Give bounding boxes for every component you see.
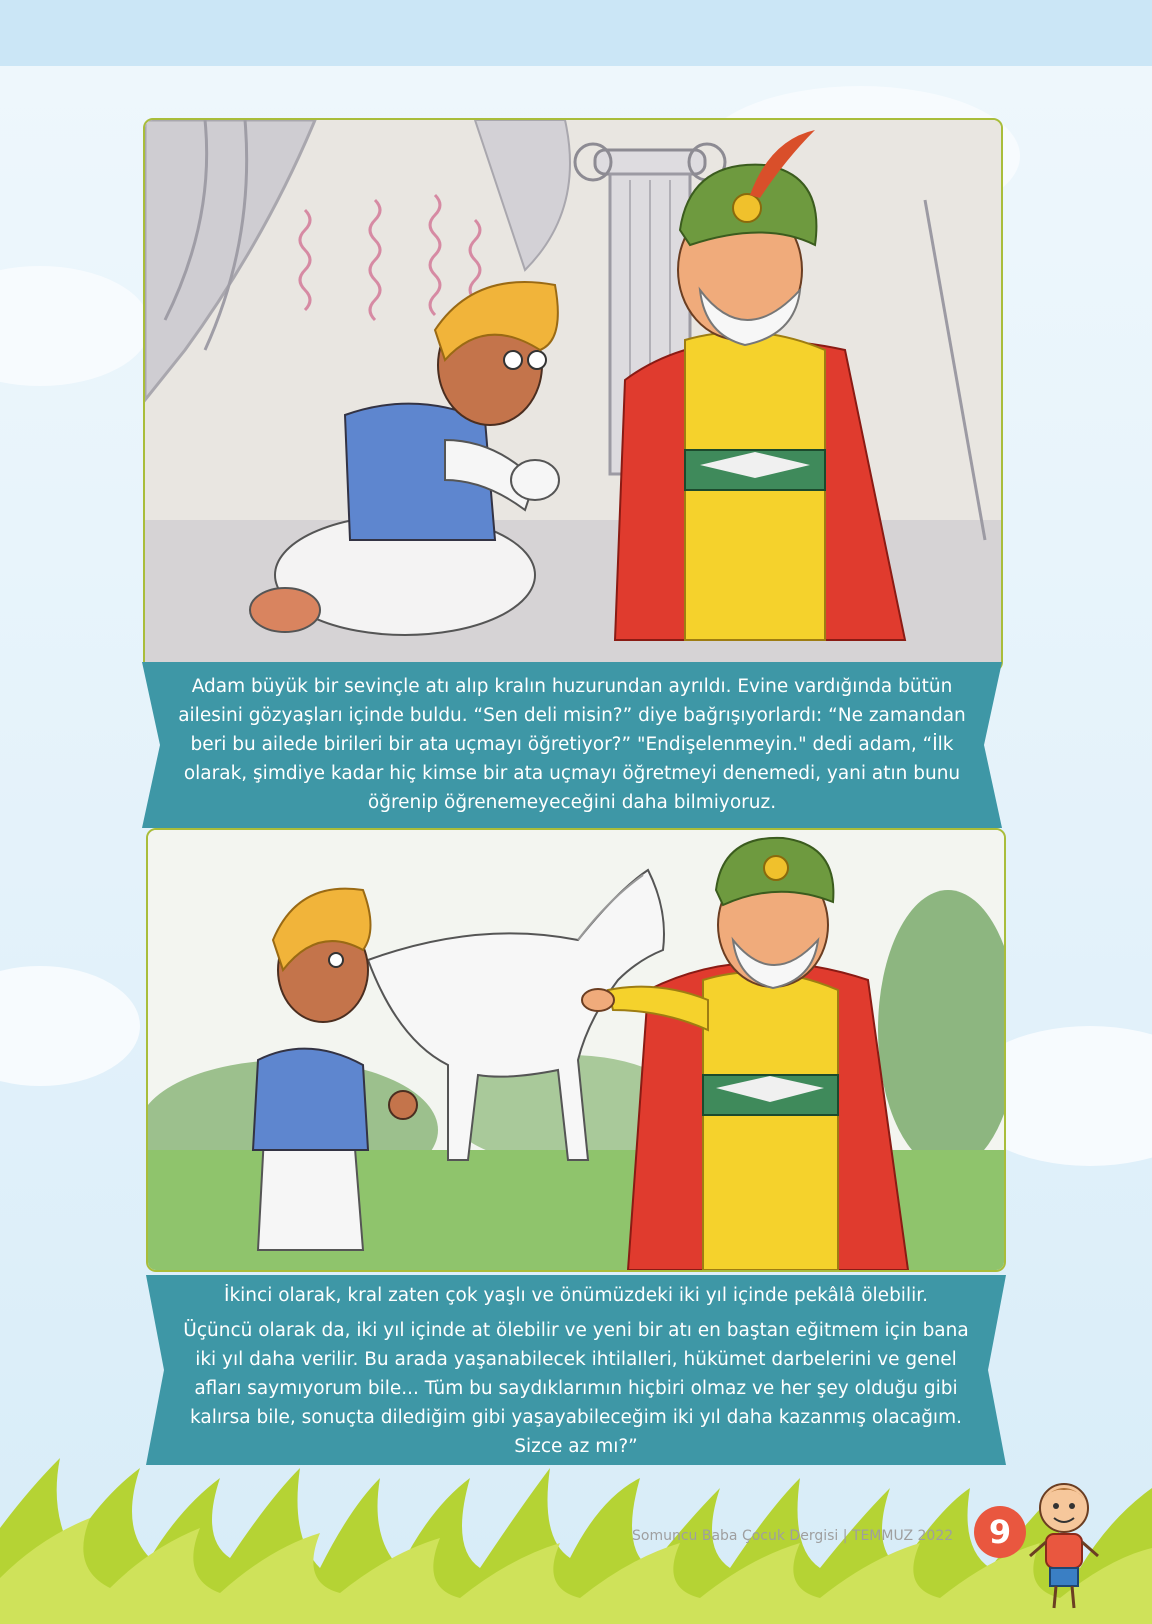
caption-top-line: ailesini gözyaşları içinde buldu. “Sen deli misin?” diye bağrışıyorlardı: “Ne zamandan <box>178 705 966 726</box>
page-number-badge: 9 <box>974 1506 1026 1558</box>
caption-ribbon-bottom <box>146 1275 1006 1465</box>
caption-bottom-line: Sizce az mı?” <box>514 1436 638 1457</box>
caption-ribbon-top <box>142 662 1002 828</box>
caption-top-line: olarak, şimdiye kadar hiç kimse bir ata uçmayı öğretmeyi denemedi, yani atın bunu <box>183 763 961 784</box>
caption-top-line: Adam büyük bir sevinçle atı alıp kralın huzurundan ayrıldı. Evine vardığında bütün <box>191 676 953 697</box>
caption-bottom-line: kalırsa bile, sonuçta dilediğim gibi yaşayabileceğim iki yıl daha kazanmış olacağım. <box>190 1407 962 1428</box>
illustration-horse-scene <box>146 828 1006 1272</box>
illustration-king-and-man <box>143 118 1003 672</box>
top-sky-band <box>0 0 1152 66</box>
footer-magazine-info: Somuncu Baba Çocuk Dergisi | TEMMUZ 2022 <box>632 1528 954 1544</box>
caption-top-line: öğrenip öğrenemeyeceğini daha bilmiyoruz. <box>367 792 777 813</box>
cloud-decoration <box>0 966 140 1086</box>
caption-bottom-line: Üçüncü olarak da, iki yıl içinde at ölebilir ve yeni bir atı en baştan eğitmem için bana <box>183 1320 969 1341</box>
mascot-boy-illustration <box>1026 1476 1102 1616</box>
caption-bottom-line: iki yıl daha verilir. Bu arada yaşanabilecek ihtilalleri, hükümet darbelerini ve genel <box>195 1349 957 1370</box>
caption-bottom-line: afları saymıyorum bile... Tüm bu saydıklarımın hiçbiri olmaz ve her şey olduğu gibi <box>194 1378 958 1399</box>
cloud-decoration <box>0 266 150 386</box>
caption-top-line: beri bu ailede birileri bir ata uçmayı öğretiyor?” "Endişelenmeyin." dedi adam, “İlk <box>190 734 954 755</box>
caption-bottom-first-paragraph: İkinci olarak, kral zaten çok yaşlı ve önümüzdeki iki yıl içinde pekâlâ ölebilir. <box>223 1285 929 1306</box>
